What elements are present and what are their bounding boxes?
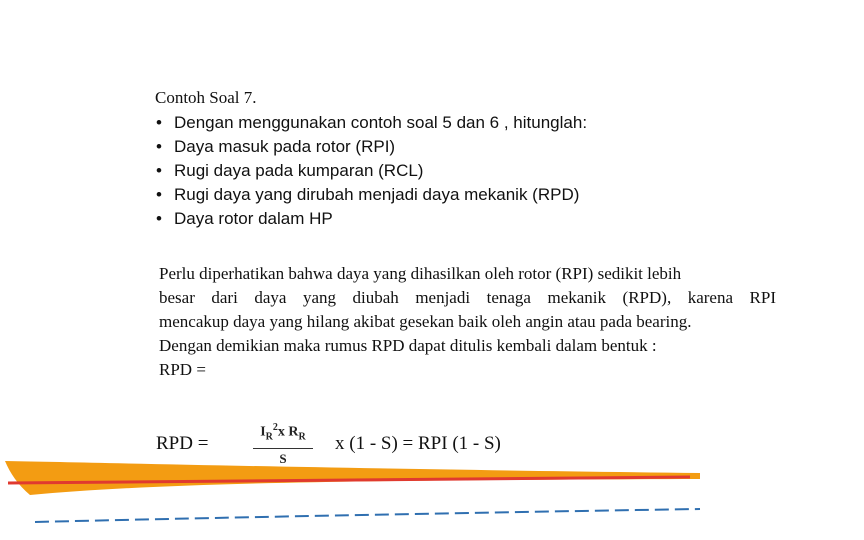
formula-lhs: RPD = bbox=[156, 433, 209, 454]
fraction-denominator: S bbox=[279, 451, 287, 467]
example-heading: Contoh Soal 7. bbox=[155, 88, 257, 107]
question-text: Daya masuk pada rotor (RPI) bbox=[174, 137, 396, 156]
bullet-marker: • bbox=[156, 161, 162, 180]
paragraph-line: Perlu diperhatikan bahwa daya yang dihasilkan oleh rotor (RPI) sedikit lebih bbox=[159, 264, 682, 283]
question-text: Daya rotor dalam HP bbox=[174, 209, 333, 228]
question-text: Rugi daya yang dirubah menjadi daya mekanik (RPD) bbox=[174, 185, 580, 204]
formula-rhs: x (1 - S) = RPI (1 - S) bbox=[335, 433, 501, 454]
paragraph-line: RPD = bbox=[159, 360, 206, 379]
question-list bbox=[156, 111, 587, 231]
decorative-swoosh bbox=[0, 455, 864, 540]
question-text: Dengan menggunakan contoh soal 5 dan 6 , hitunglah: bbox=[174, 113, 588, 132]
paragraph-line: besar dari daya yang diubah menjadi tenaga mekanik (RPD), karena RPI bbox=[159, 288, 776, 307]
paragraph-line: Dengan demikian maka rumus RPD dapat ditulis kembali dalam bentuk : bbox=[159, 336, 657, 355]
question-item bbox=[156, 183, 587, 207]
question-item bbox=[156, 159, 587, 183]
bullet-marker: • bbox=[156, 209, 162, 228]
swoosh-blue-dashed bbox=[35, 509, 700, 522]
question-item bbox=[156, 111, 587, 135]
fraction-numerator: $I_R^2x$ $R_R$ bbox=[260, 422, 306, 443]
question-item bbox=[156, 135, 587, 159]
bullet-marker: • bbox=[156, 113, 162, 132]
question-item bbox=[156, 207, 587, 231]
paragraph-line: mencakup daya yang hilang akibat gesekan baik oleh angin atau pada bearing. bbox=[159, 312, 692, 331]
bullet-marker: • bbox=[156, 137, 162, 156]
question-text: Rugi daya pada kumparan (RCL) bbox=[174, 161, 424, 180]
fraction-bar bbox=[253, 448, 313, 449]
bullet-marker: • bbox=[156, 185, 162, 204]
explanation-paragraph bbox=[159, 262, 776, 382]
